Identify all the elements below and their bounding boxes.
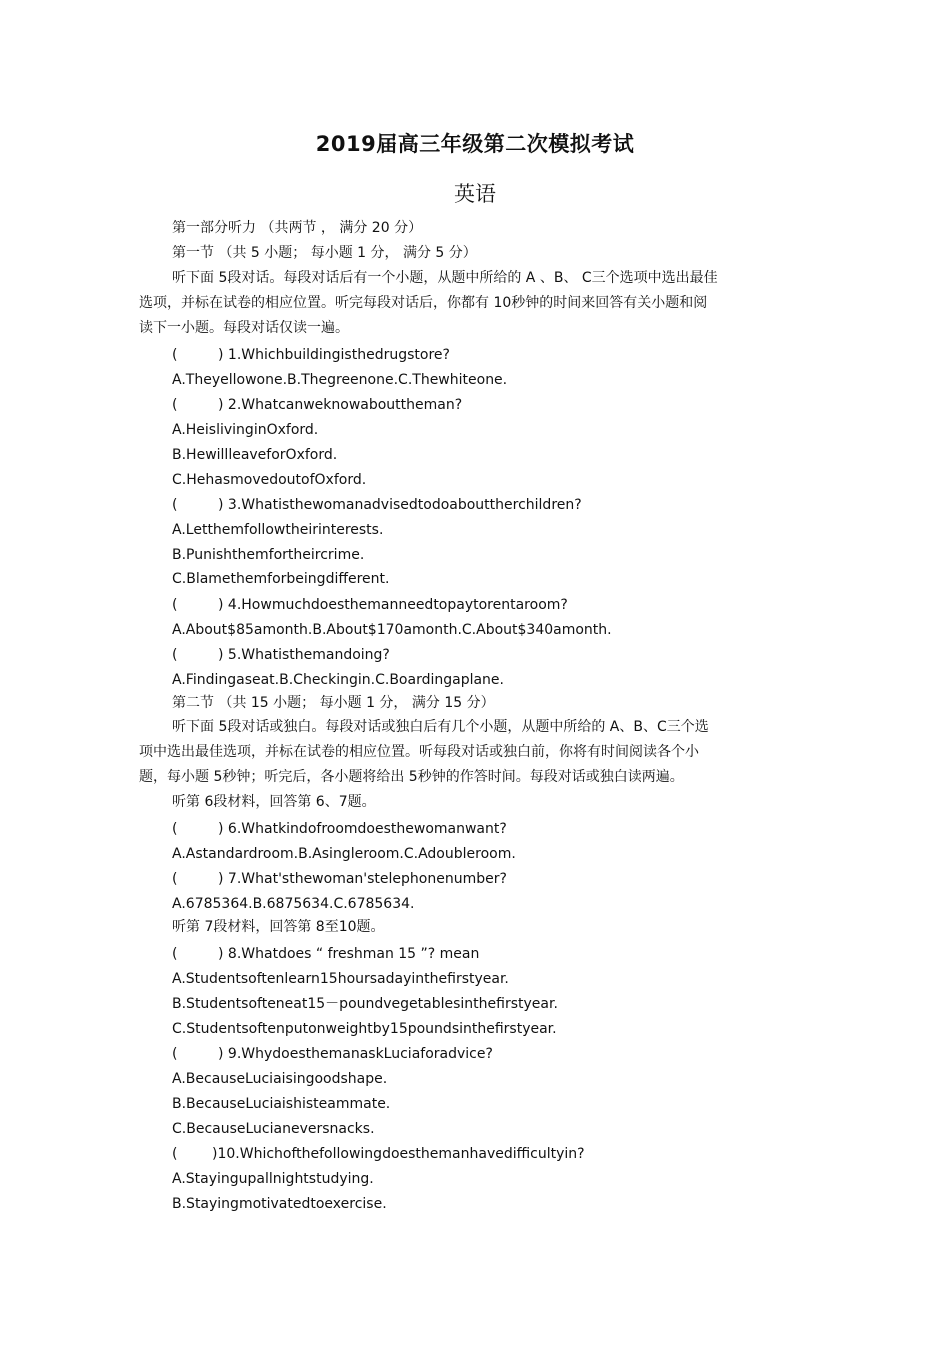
material-7-note: 听第 7段材料，回答第 8至10题。: [172, 919, 385, 935]
question-3: ( ) 3.Whatisthewomanadvisedtodoabouttherchildren?: [172, 497, 582, 513]
material-6-note: 听第 6段材料，回答第 6、7题。: [172, 794, 376, 810]
answer-blank[interactable]: (: [172, 497, 178, 513]
question-4-options: A.About$85amonth.B.About$170amonth.C.About$340amonth.: [172, 622, 612, 638]
question-2-option-a: A.HeislivinginOxford.: [172, 422, 319, 438]
question-5-options: A.Findingaseat.B.Checkingin.C.Boardingaplane.: [172, 672, 504, 688]
section1-instruction-line1: 听下面 5段对话。每段对话后有一个小题，从题中所给的 A 、B、 C三个选项中选出最佳: [172, 270, 718, 286]
question-8-option-c: C.Studentsoftenputonweightby15poundsinthefirstyear.: [172, 1021, 557, 1037]
question-3-option-c: C.Blamethemforbeingdifferent.: [172, 571, 390, 587]
part1-heading: 第一部分听力 （共两节 ， 满分 20 分）: [172, 220, 423, 236]
section2-instruction-line3: 题，每小题 5秒钟；听完后，各小题将给出 5秒钟的作答时间。每段对话或独白读两遍。: [139, 769, 684, 785]
section2-heading: 第二节 （共 15 小题； 每小题 1 分， 满分 15 分）: [172, 695, 495, 711]
section2-instruction-line2: 项中选出最佳选项，并标在试卷的相应位置。听每段对话或独白前，你将有时间阅读各个小: [139, 744, 699, 760]
question-1-options: A.Theyellowone.B.Thegreenone.C.Thewhiteone.: [172, 372, 508, 388]
question-4: ( ) 4.Howmuchdoesthemanneedtopaytorentaroom?: [172, 597, 568, 613]
question-10-option-b: B.Stayingmotivatedtoexercise.: [172, 1196, 387, 1212]
answer-blank[interactable]: (: [172, 946, 178, 962]
question-9: ( ) 9.WhydoesthemanaskLuciaforadvice?: [172, 1046, 493, 1062]
section1-heading: 第一节 （共 5 小题； 每小题 1 分， 满分 5 分）: [172, 245, 477, 261]
answer-blank[interactable]: (: [172, 821, 178, 837]
section1-instruction-line3: 读下一小题。每段对话仅读一遍。: [139, 320, 349, 336]
question-8-option-a: A.Studentsoftenlearn15hoursadayinthefirstyear.: [172, 971, 509, 987]
answer-blank[interactable]: (: [172, 597, 178, 613]
question-6-options: A.Astandardroom.B.Asingleroom.C.Adoubleroom.: [172, 846, 516, 862]
section2-instruction-line1: 听下面 5段对话或独白。每段对话或独白后有几个小题，从题中所给的 A、B、C三个选: [172, 719, 709, 735]
question-2: ( ) 2.Whatcanweknowabouttheman?: [172, 397, 463, 413]
answer-blank[interactable]: (: [172, 871, 178, 887]
question-3-option-a: A.Letthemfollowtheirinterests.: [172, 522, 384, 538]
question-3-option-b: B.Punishthemfortheircrime.: [172, 547, 365, 563]
question-7: ( ) 7.What'sthewoman'stelephonenumber?: [172, 871, 507, 887]
question-7-options: A.6785364.B.6875634.C.6785634.: [172, 896, 415, 912]
question-10-option-a: A.Stayingupallnightstudying.: [172, 1171, 374, 1187]
question-2-option-b: B.HewillleaveforOxford.: [172, 447, 338, 463]
exam-title: 2019届高三年级第二次模拟考试: [315, 132, 635, 156]
answer-blank[interactable]: (: [172, 347, 178, 363]
question-9-option-b: B.BecauseLuciaishisteammate.: [172, 1096, 391, 1112]
question-9-option-a: A.BecauseLuciaisingoodshape.: [172, 1071, 388, 1087]
question-9-option-c: C.BecauseLucianeversnacks.: [172, 1121, 375, 1137]
question-8: ( ) 8.Whatdoes “ freshman 15 ”? mean: [172, 946, 480, 962]
question-10: ( )10.Whichofthefollowingdoesthemanhavedifficultyin?: [172, 1146, 585, 1162]
answer-blank[interactable]: (: [172, 1046, 178, 1062]
question-5: ( ) 5.Whatisthemandoing?: [172, 647, 390, 663]
question-1: ( ) 1.Whichbuildingisthedrugstore?: [172, 347, 450, 363]
exam-subject: 英语: [454, 182, 496, 206]
question-6: ( ) 6.Whatkindofroomdoesthewomanwant?: [172, 821, 507, 837]
answer-blank[interactable]: (: [172, 647, 178, 663]
section1-instruction-line2: 选项，并标在试卷的相应位置。听完每段对话后，你都有 10秒钟的时间来回答有关小题和阅: [139, 295, 708, 311]
question-2-option-c: C.HehasmovedoutofOxford.: [172, 472, 367, 488]
question-8-option-b: B.Studentsofteneat15－poundvegetablesinthefirstyear.: [172, 996, 558, 1012]
answer-blank[interactable]: (: [172, 397, 178, 413]
answer-blank[interactable]: (: [172, 1146, 178, 1162]
